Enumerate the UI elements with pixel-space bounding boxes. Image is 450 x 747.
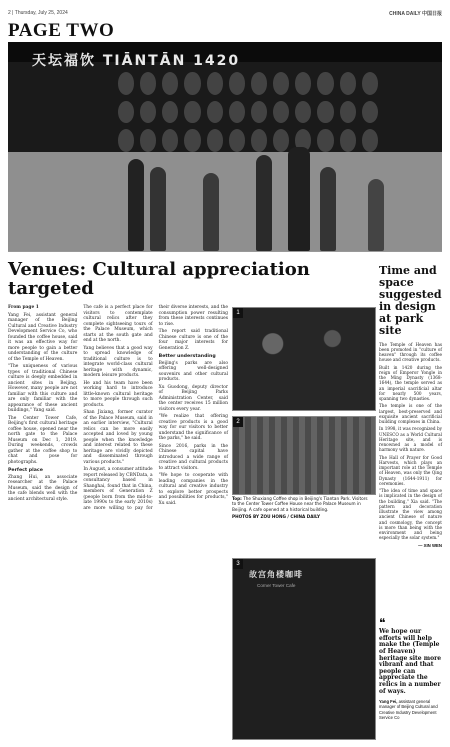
- hero-sign-text: 天坛福饮 TIĀNTĀN 1420: [32, 53, 241, 69]
- sidebar-para: The temple is one of the largest, best-preserved and exquisite ancient sacrificial building complexes in China.: [379, 403, 442, 425]
- article-para: He and his team have been working hard to introduce little-known cultural heritage to more people through such products.: [83, 380, 153, 408]
- shop-subtitle: Corner Tower Cafe: [257, 583, 296, 588]
- sidebar-para: The Hall of Prayer for Good Harvests, which plays an important role at the Temple of Heaven, was only the Qing Dynasty (1644-1911) for ceremonies.: [379, 454, 442, 486]
- page-header-bar: [8, 8, 442, 18]
- article-para: Since 2016, parks in the Chinese capital have introduced a wide range of creative and cultural products to attract visitors.: [158, 443, 228, 471]
- article-subhead: Better understanding: [158, 354, 216, 359]
- sidebar-para: Built in 1420 during the reign of Emperor Yongle in the Ming Dynasty (1368-1644), the temple served as an imperial sacrificial altar for nearly 500 years, spanning two dynasties.: [379, 364, 442, 402]
- photo-badge: 1: [233, 308, 243, 318]
- sidebar-para: In 1998, it was recognized by UNESCO as a World Cultural Heritage site, and is renowned as a model of harmony with nature.: [379, 426, 442, 453]
- photo-caption: [232, 496, 372, 519]
- caption-text: The Shuxiang Coffee shop in Beijing's Tiantan Park. Visitors to the Center Tower Coffee House near the Palace Museum in Beijing. A cafe opened at a historical building.: [232, 496, 368, 512]
- section-title: PAGE TWO: [8, 20, 115, 41]
- article-para: Beijing's parks are also offering well-designed souvenirs and other cultural products.: [158, 360, 228, 383]
- photo-coffee-shop: [232, 307, 376, 411]
- hero-photo: [8, 42, 442, 252]
- quote-attribution: [379, 699, 442, 720]
- caption-credit: PHOTOS BY ZOU HONG / CHINA DAILY: [232, 513, 321, 519]
- sidebar-signature: — XIN WEN: [418, 542, 442, 548]
- article-para: "We realize that offering creative products is a good way for our visitors to better understand the significance of the parks," he said.: [158, 414, 228, 442]
- article-subhead: Perfect place: [8, 468, 43, 473]
- article-para: The report said traditional Chinese culture is one of the four major interests for Generation Z.: [158, 329, 228, 351]
- article-para: The cafe is a perfect place for visitors to contemplate cultural relics after they complete sightseeing tours of the Palace Museum, which starts at the south gate and end at the north.: [83, 305, 153, 343]
- quote-mark-icon: ❝: [379, 616, 386, 630]
- article-body: [8, 305, 228, 511]
- article-para: "We hope to cooperate with leading companies in the cultural and creative industry to explore better prospects and possibilities for products," Xu said.: [158, 473, 228, 506]
- article-para: "The uniqueness of various types of traditional Chinese culture is deeply embedded in ancient sites in Beijing. However, many people are not familiar with this culture and are only familiar with the appearance of these ancient buildings," Yang said.: [8, 364, 78, 413]
- quote-by-name: Yang Fei,: [379, 699, 398, 705]
- headline: [8, 260, 340, 299]
- page-meta-left: 2 | Thursday, July 25, 2024: [8, 10, 68, 16]
- photo-coffee-counter: [232, 416, 376, 495]
- shop-name: 故宫角楼咖啡: [249, 570, 303, 579]
- sidebar-title: Time and space suggested in design at park site: [379, 264, 442, 338]
- headline-main: Venues: Cultural appreciation targeted: [8, 259, 310, 300]
- article-byline: From page 1: [8, 305, 39, 310]
- article-para: Xu Guodong, deputy director of Beijing Parks Administration Center, said the center receives 15 million visitors every year.: [158, 384, 228, 412]
- sidebar-story: [379, 265, 442, 548]
- photo-badge: 3: [233, 559, 243, 569]
- sidebar-para: The Temple of Heaven has been promoted in "culture of heaven" through its coffee house and creative products.: [379, 341, 442, 363]
- sidebar-text: [379, 342, 442, 541]
- article-para: Shan Jixiang, former curator of the Palace Museum, said in an earlier interview, "Cultural relics can be more easily accepted and loved by young people when the knowledge and interest related to these heritage are vividly depicted and disseminated through various products.": [83, 410, 153, 465]
- page-meta-right: CHINA DAILY 中国日报: [389, 10, 442, 17]
- pull-quote: [379, 616, 442, 720]
- photo-badge: 2: [233, 417, 243, 427]
- quote-by-role: assistant general manager of Beijing Cultural and Creative Industry Development Service Co: [379, 699, 438, 720]
- quote-text: We hope our efforts will help make the (Temple of Heaven) heritage site more vibrant and that people can appreciate the relics in a number of ways.: [379, 628, 442, 695]
- photo-corner-tower-cafe: [232, 558, 376, 740]
- article-para: Zhang Hui, an associate researcher at the Palace Museum, said the design of the cafe blends well with the ancient architectural style.: [8, 474, 78, 502]
- caption-lead: Top:: [232, 496, 242, 501]
- hero-people: [8, 121, 442, 251]
- article-para: Yang Fei, assistant general manager of the Beijing Cultural and Creative Industry Development Service Co, who founded the coffee house, said it was an effective way for more people to gain a better understanding of the culture of the Temple of Heaven.: [8, 312, 78, 362]
- article-para: Yang believes that a good way to spread knowledge of traditional culture is to integrate world-class cultural heritage with dynamic, modern leisure products.: [83, 345, 153, 378]
- sidebar-para: "The idea of time and space is implicated in the design of the building," Xia said. "The pattern and decoration illustrate the view among ancient Chinese of nature and cosmology, the concept is more than being with the environment and being especially the solar system.": [379, 488, 442, 541]
- article-para: In August, a consumer attitude report released by CBNData, a consultancy based in Shanghai, found that in China, members of Generation Z (people born from the mid-to-late 1990s to the early 2010s) are more willing to pay for their diverse interests, and the consumption power resulting from these interests continues to rise.: [83, 305, 228, 511]
- article-para: The Center Tower Cafe, Beijing's first cultural heritage coffee house, opened near the north gate to the Palace Museum on Dec 1, 2019. During weekends, crowds gather at the coffee shop to chat and pose for photographs.: [8, 415, 78, 465]
